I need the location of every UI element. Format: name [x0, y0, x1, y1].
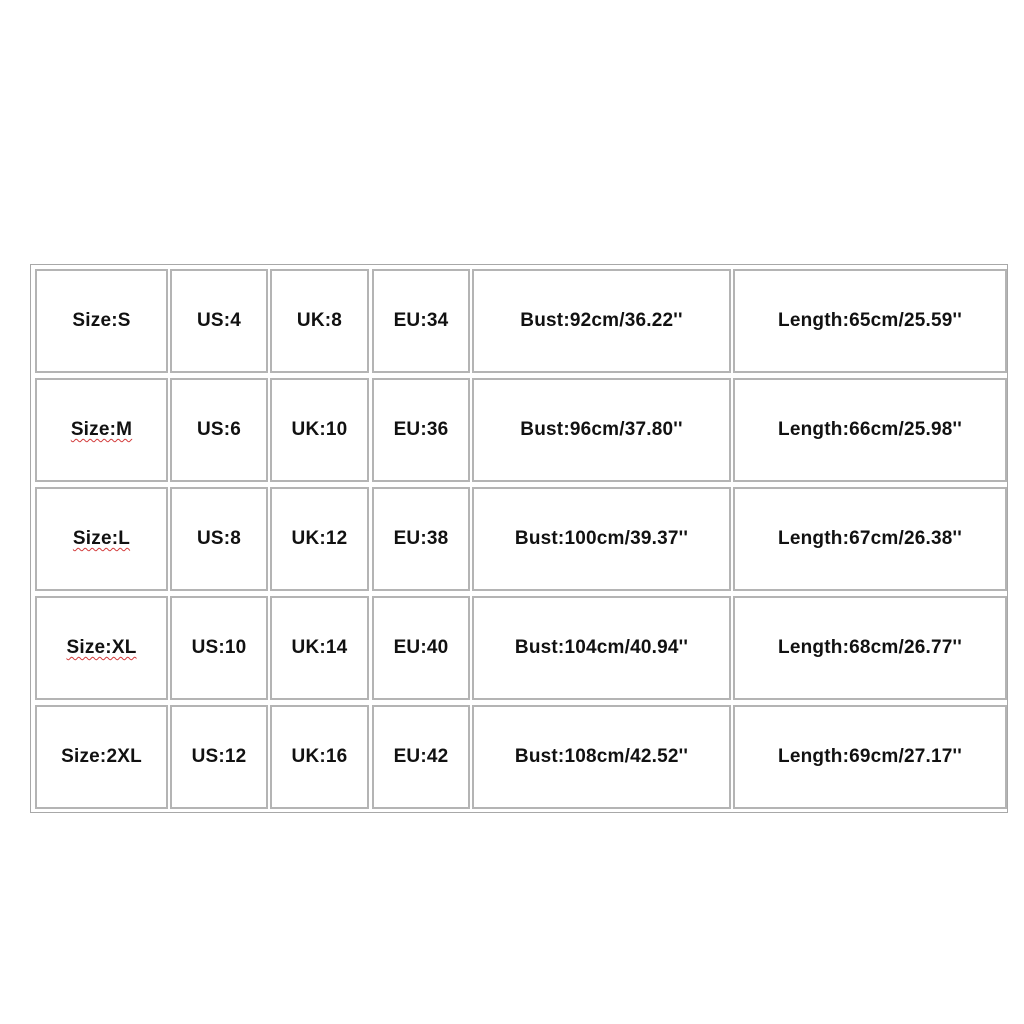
length-cell: Length:69cm/27.17'' — [733, 705, 1007, 809]
us-size-cell: US:10 — [170, 596, 268, 700]
length-cell: Length:66cm/25.98'' — [733, 378, 1007, 482]
us-size-cell: US:8 — [170, 487, 268, 591]
size-chart-table — [30, 264, 1008, 813]
bust-cell: Bust:108cm/42.52'' — [472, 705, 731, 809]
uk-size-cell: UK:12 — [270, 487, 369, 591]
uk-size-cell: UK:8 — [270, 269, 369, 373]
size-label: Size:S — [72, 310, 131, 331]
table-row — [31, 592, 1007, 701]
eu-size-cell: EU:42 — [372, 705, 470, 809]
bust-cell: Bust:92cm/36.22'' — [472, 269, 731, 373]
length-cell: Length:67cm/26.38'' — [733, 487, 1007, 591]
bust-cell: Bust:96cm/37.80'' — [472, 378, 731, 482]
size-cell — [35, 269, 168, 373]
eu-size-cell: EU:34 — [372, 269, 470, 373]
length-cell: Length:65cm/25.59'' — [733, 269, 1007, 373]
size-cell — [35, 378, 168, 482]
table-row — [31, 701, 1007, 810]
us-size-cell: US:6 — [170, 378, 268, 482]
eu-size-cell: EU:40 — [372, 596, 470, 700]
size-label: Size:L — [72, 528, 131, 549]
uk-size-cell: UK:14 — [270, 596, 369, 700]
uk-size-cell: UK:10 — [270, 378, 369, 482]
eu-size-cell: EU:38 — [372, 487, 470, 591]
table-row — [31, 265, 1007, 374]
size-label: Size:XL — [66, 637, 137, 658]
size-cell — [35, 487, 168, 591]
size-label: Size:M — [70, 419, 133, 440]
eu-size-cell: EU:36 — [372, 378, 470, 482]
size-cell — [35, 705, 168, 809]
uk-size-cell: UK:16 — [270, 705, 369, 809]
table-row — [31, 374, 1007, 483]
us-size-cell: US:12 — [170, 705, 268, 809]
table-row — [31, 483, 1007, 592]
bust-cell: Bust:104cm/40.94'' — [472, 596, 731, 700]
length-cell: Length:68cm/26.77'' — [733, 596, 1007, 700]
size-label: Size:2XL — [61, 746, 142, 767]
us-size-cell: US:4 — [170, 269, 268, 373]
bust-cell: Bust:100cm/39.37'' — [472, 487, 731, 591]
size-cell — [35, 596, 168, 700]
